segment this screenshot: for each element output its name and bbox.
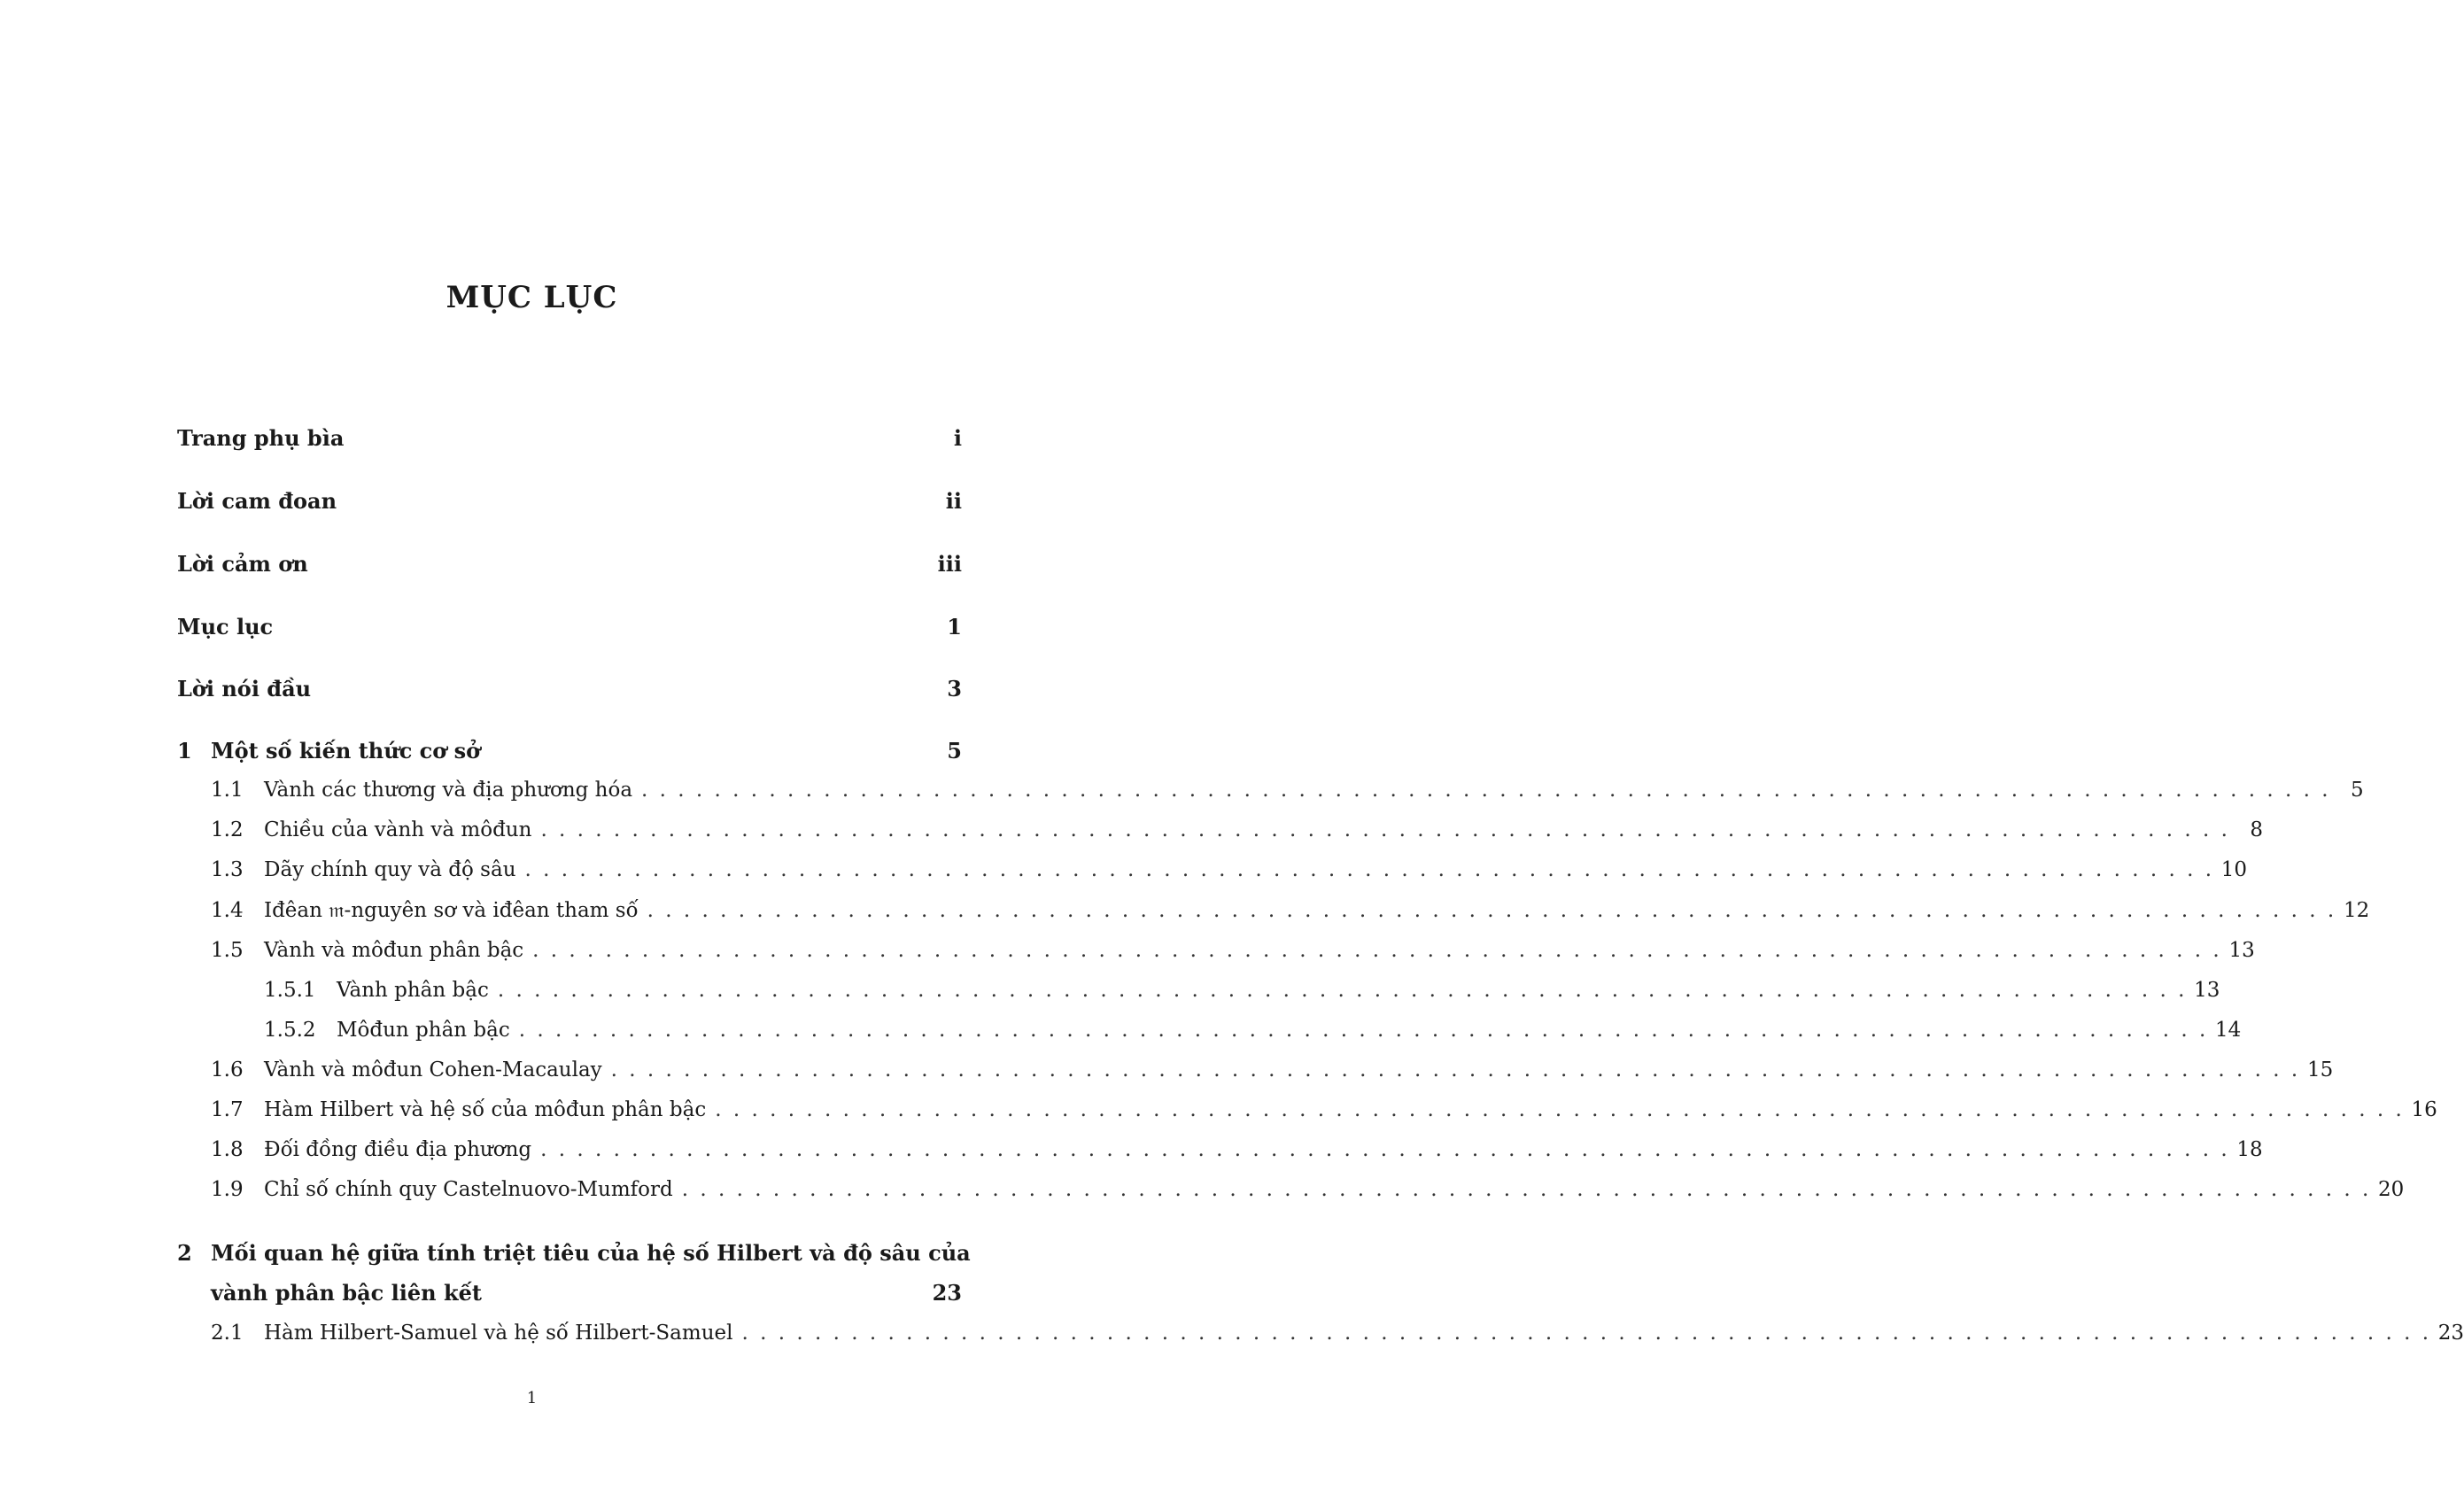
toc-section-page: 12 — [2343, 899, 2370, 922]
toc-chapter-line-1 — [177, 1240, 971, 1280]
toc-section-page: 10 — [2220, 858, 2248, 881]
toc-entry-page: i — [953, 425, 962, 451]
toc-section-page: 16 — [2411, 1098, 2437, 1121]
dot-leader — [540, 1138, 2228, 1161]
toc-section-1-8[interactable] — [177, 1138, 2263, 1168]
toc-section-2-1[interactable] — [177, 1322, 2464, 1352]
toc-section-1-5[interactable] — [177, 939, 2255, 969]
toc-section-page: 5 — [2350, 779, 2364, 802]
toc-subsection-1-5-1[interactable] — [177, 979, 2220, 1009]
toc-section-page: 13 — [2228, 939, 2255, 962]
toc-section-number: 1.2 — [211, 818, 244, 841]
toc-subsection-page: 14 — [2215, 1019, 2242, 1042]
toc-subsection-page: 13 — [2194, 979, 2220, 1002]
toc-section-1-2[interactable] — [177, 818, 2263, 849]
toc-section-1-4[interactable] — [177, 899, 2370, 929]
dot-leader — [641, 779, 2328, 802]
toc-subsection-label: Vành phân bậc — [337, 979, 489, 1002]
toc-section-1-9[interactable] — [177, 1178, 2405, 1208]
toc-entry-label: Lời nói đầu — [177, 676, 312, 702]
toc-section-number: 1.4 — [211, 899, 244, 922]
toc-section-number: 1.1 — [211, 779, 244, 802]
toc-entry-declaration[interactable] — [177, 488, 962, 518]
toc-subsection-number: 1.5.1 — [264, 979, 316, 1002]
toc-chapter-2[interactable] — [177, 1240, 971, 1320]
dot-leader — [715, 1098, 2402, 1121]
toc-chapter-1[interactable] — [177, 738, 962, 768]
toc-section-label: Hàm Hilbert và hệ số của môđun phân bậc — [264, 1098, 707, 1121]
toc-section-number: 1.6 — [211, 1058, 244, 1081]
toc-subsection-1-5-2[interactable] — [177, 1019, 2242, 1049]
toc-section-1-6[interactable] — [177, 1058, 2334, 1089]
toc-entry-front-cover[interactable] — [177, 425, 962, 455]
toc-section-label: Vành và môđun phân bậc — [264, 939, 524, 962]
toc-section-label: Chiều của vành và môđun — [264, 818, 532, 841]
toc-section-label: Vành các thương và địa phương hóa — [264, 779, 633, 802]
toc-section-page: 15 — [2306, 1058, 2334, 1081]
toc-section-number: 1.5 — [211, 939, 244, 962]
toc-entry-label: Lời cam đoan — [177, 488, 337, 514]
toc-chapter-page: 5 — [947, 738, 962, 764]
toc-section-number: 1.7 — [211, 1098, 244, 1121]
toc-chapter-label: Một số kiến thức cơ sở — [211, 738, 481, 764]
toc-entry-label: Mục lục — [177, 614, 274, 640]
toc-section-number: 1.9 — [211, 1178, 244, 1201]
toc-chapter-line-2 — [177, 1280, 962, 1320]
toc-entry-acknowledgements[interactable] — [177, 551, 962, 581]
dot-leader — [540, 818, 2228, 841]
toc-entry-preface[interactable] — [177, 676, 962, 706]
dot-leader — [519, 1019, 2206, 1042]
toc-section-number: 1.8 — [211, 1138, 244, 1161]
toc-chapter-page: 23 — [932, 1280, 962, 1306]
dot-leader — [682, 1178, 2369, 1201]
page-title: MỤC LỤC — [446, 280, 618, 315]
toc-section-label: Đối đồng điều địa phương — [264, 1138, 532, 1161]
toc-section-page: 18 — [2236, 1138, 2263, 1161]
toc-section-1-1[interactable] — [177, 779, 2364, 809]
toc-entry-label: Lời cảm ơn — [177, 551, 308, 577]
toc-section-page: 23 — [2437, 1322, 2464, 1345]
toc-subsection-number: 1.5.2 — [264, 1019, 316, 1042]
toc-section-page: 8 — [2250, 818, 2263, 841]
toc-entry-contents[interactable] — [177, 614, 962, 644]
page-number: 1 — [526, 1389, 538, 1407]
toc-section-label: Chỉ số chính quy Castelnuovo-Mumford — [264, 1178, 673, 1201]
toc-section-label: Vành và môđun Cohen-Macaulay — [264, 1058, 602, 1081]
dot-leader — [532, 939, 2220, 962]
toc-section-number: 2.1 — [211, 1322, 244, 1345]
toc-chapter-number: 2 — [177, 1240, 192, 1266]
toc-entry-page: 1 — [947, 614, 962, 640]
dot-leader — [498, 979, 2185, 1002]
toc-entry-page: 3 — [947, 676, 962, 702]
toc-entry-page: ii — [945, 488, 962, 514]
toc-section-page: 20 — [2378, 1178, 2405, 1201]
dot-leader — [647, 899, 2335, 922]
toc-section-label: Hàm Hilbert-Samuel và hệ số Hilbert-Samuel — [264, 1322, 733, 1345]
toc-section-label: Iđêan 𝔪-nguyên sơ và iđêan tham số — [264, 899, 639, 922]
toc-section-1-7[interactable] — [177, 1098, 2437, 1128]
dot-leader — [611, 1058, 2298, 1081]
toc-section-1-3[interactable] — [177, 858, 2248, 888]
toc-entry-label: Trang phụ bìa — [177, 425, 345, 451]
dot-leader — [741, 1322, 2429, 1345]
toc-chapter-label-line-1: Mối quan hệ giữa tính triệt tiêu của hệ số Hilbert và độ sâu của — [211, 1240, 971, 1266]
toc-entry-page: iii — [937, 551, 962, 577]
toc-chapter-label-line-2: vành phân bậc liên kết — [211, 1280, 482, 1306]
dot-leader — [525, 858, 2212, 881]
toc-section-number: 1.3 — [211, 858, 244, 881]
toc-chapter-number: 1 — [177, 738, 192, 764]
toc-subsection-label: Môđun phân bậc — [337, 1019, 510, 1042]
toc-section-label: Dãy chính quy và độ sâu — [264, 858, 516, 881]
